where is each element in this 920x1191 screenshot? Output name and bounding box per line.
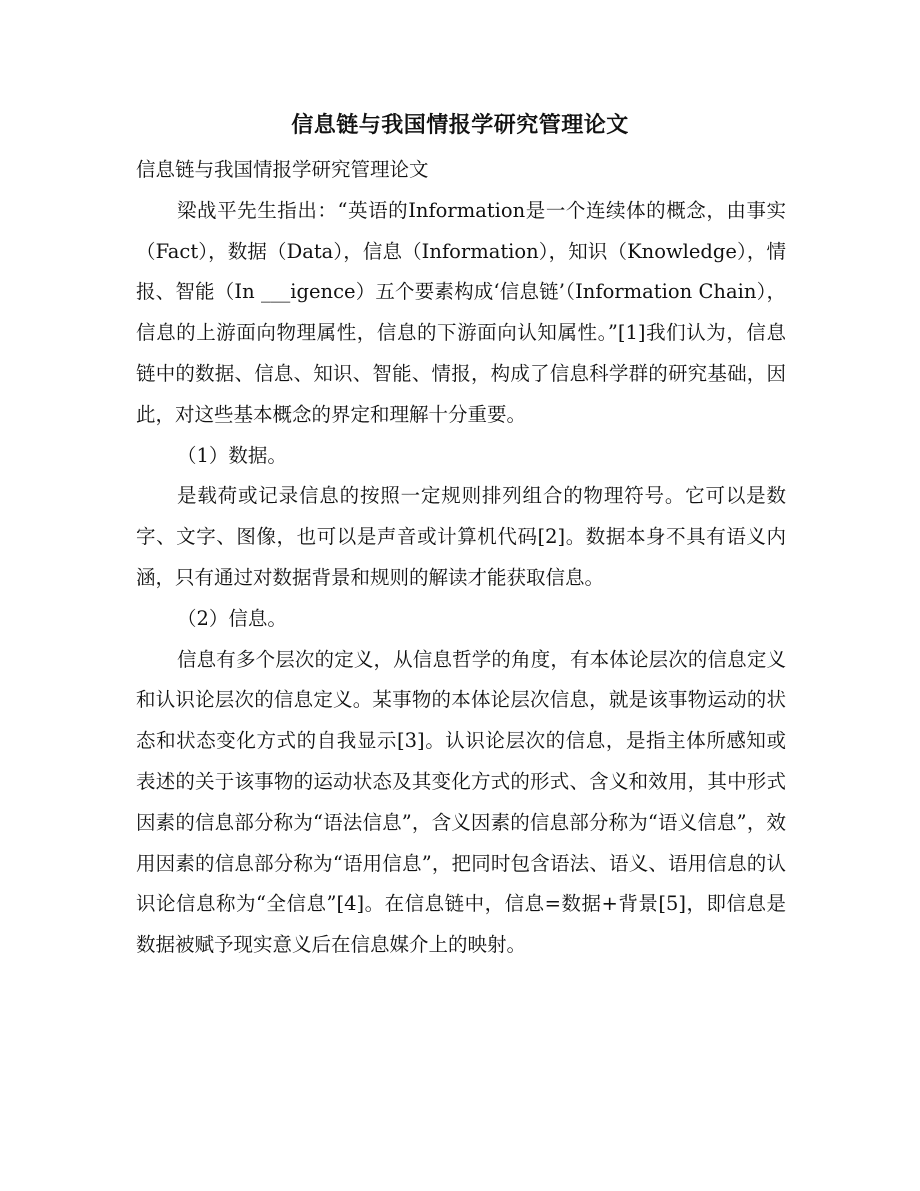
document-subtitle: 信息链与我国情报学研究管理论文	[136, 158, 429, 181]
section-heading-data: （1）数据。	[177, 443, 287, 467]
document-body	[136, 150, 786, 966]
paragraph-information: 信息有多个层次的定义，从信息哲学的角度，有本体论层次的信息定义和认识论层次的信息定义。某事物的本体论层次信息，就是该事物运动的状态和状态变化方式的自我显示[3]。认识论层次的信息，是指主体所感知或表述的关于该事物的运动状态及其变化方式的形式、含义和效用，其中形式因素的信息部分称为“语法信息”，含义因素的信息部分称为“语义信息”，效用因素的信息部分称为“语用信息”，把同时包含语法、语义、语用信息的认识论信息称为“全信息”[4]。在信息链中，信息=数据+背景[5]，即信息是数据被赋予现实意义后在信息媒介上的映射。	[136, 647, 786, 957]
paragraph-data: 是载荷或记录信息的按照一定规则排列组合的物理符号。它可以是数字、文字、图像，也可以是声音或计算机代码[2]。数据本身不具有语义内涵，只有通过对数据背景和规则的解读才能获取信息。	[136, 484, 786, 589]
paragraph-intro: 梁战平先生指出：“英语的Information是一个连续体的概念，由事实（Fact），数据（Data），信息（Information），知识（Knowledge），情报、智能（In ___igence）五个要素构成‘信息链’（Information Chain），信息的上游面向物理属性，信息的下游面向认知属性。”[1]我们认为，信息链中的数据、信息、知识、智能、情报，构成了信息科学群的研究基础，因此，对这些基本概念的界定和理解十分重要。	[136, 198, 786, 426]
section-heading-information: （2）信息。	[177, 606, 287, 630]
document-title: 信息链与我国情报学研究管理论文	[291, 112, 629, 138]
